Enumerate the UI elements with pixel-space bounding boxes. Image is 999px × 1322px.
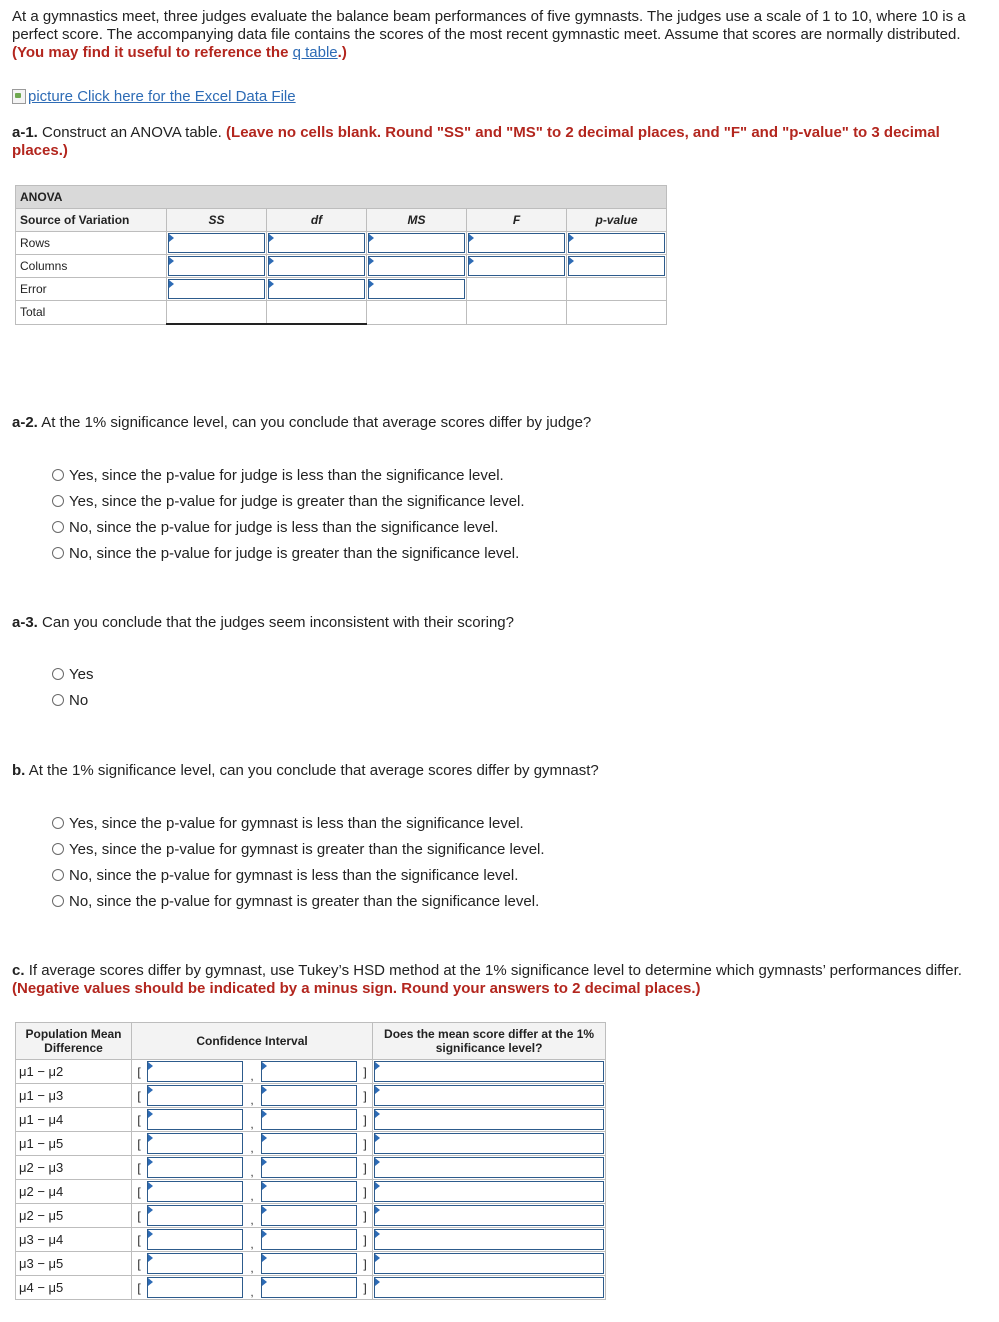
differ-answer-input[interactable] bbox=[373, 1252, 606, 1276]
bracket-close: ] bbox=[358, 1156, 372, 1180]
mean-difference-label: μ4 − μ5 bbox=[16, 1276, 132, 1300]
tukey-table bbox=[15, 1022, 606, 1300]
ci-lower-input[interactable] bbox=[146, 1204, 244, 1228]
ci-upper-input[interactable] bbox=[260, 1204, 358, 1228]
differ-answer-input[interactable] bbox=[373, 1156, 606, 1180]
ci-upper-input[interactable] bbox=[260, 1180, 358, 1204]
row-label-error: Error bbox=[16, 278, 167, 301]
radio-button[interactable] bbox=[52, 547, 64, 559]
differ-answer-input[interactable] bbox=[373, 1276, 606, 1300]
bracket-open: [ bbox=[132, 1132, 147, 1156]
tukey-row bbox=[16, 1228, 606, 1252]
mean-difference-label: μ1 − μ5 bbox=[16, 1132, 132, 1156]
ci-lower-input[interactable] bbox=[146, 1084, 244, 1108]
bracket-open: [ bbox=[132, 1180, 147, 1204]
bracket-close: ] bbox=[358, 1180, 372, 1204]
tukey-row bbox=[16, 1180, 606, 1204]
columns-df-input[interactable] bbox=[267, 255, 367, 278]
question-a1: a-1. Construct an ANOVA table. (Leave no cells blank. Round "SS" and "MS" to 2 decimal places, and "F" and "p-value" to 3 decimal places.) bbox=[12, 124, 940, 159]
row-label-columns: Columns bbox=[16, 255, 167, 278]
ci-comma: , bbox=[244, 1060, 260, 1084]
tukey-row bbox=[16, 1060, 606, 1084]
a2-option[interactable]: Yes, since the p-value for judge is greater than the significance level. bbox=[52, 488, 525, 514]
header-ms: MS bbox=[367, 209, 467, 232]
tukey-row bbox=[16, 1132, 606, 1156]
b-option[interactable]: Yes, since the p-value for gymnast is less than the significance level. bbox=[52, 810, 545, 836]
radio-button[interactable] bbox=[52, 817, 64, 829]
excel-data-link-text[interactable]: picture Click here for the Excel Data File bbox=[28, 88, 296, 105]
b-option[interactable]: No, since the p-value for gymnast is greater than the significance level. bbox=[52, 888, 545, 914]
differ-answer-input[interactable] bbox=[373, 1084, 606, 1108]
bracket-close: ] bbox=[358, 1060, 372, 1084]
ci-upper-input[interactable] bbox=[260, 1108, 358, 1132]
bracket-open: [ bbox=[132, 1156, 147, 1180]
ci-lower-input[interactable] bbox=[146, 1180, 244, 1204]
rows-ss-input[interactable] bbox=[167, 232, 267, 255]
error-f-empty bbox=[467, 278, 567, 301]
ci-upper-input[interactable] bbox=[260, 1228, 358, 1252]
broken-image-icon bbox=[12, 89, 26, 104]
b-option[interactable]: No, since the p-value for gymnast is less than the significance level. bbox=[52, 862, 545, 888]
bracket-open: [ bbox=[132, 1084, 147, 1108]
rows-f-input[interactable] bbox=[467, 232, 567, 255]
tukey-row bbox=[16, 1108, 606, 1132]
b-option[interactable]: Yes, since the p-value for gymnast is greater than the significance level. bbox=[52, 836, 545, 862]
error-ss-input[interactable] bbox=[167, 278, 267, 301]
total-f-empty bbox=[467, 301, 567, 325]
rows-p-value-input[interactable] bbox=[567, 232, 667, 255]
total-ms-empty bbox=[367, 301, 467, 325]
ci-upper-input[interactable] bbox=[260, 1276, 358, 1300]
header-differ-question: Does the mean score differ at the 1% significance level? bbox=[373, 1023, 606, 1060]
tukey-row bbox=[16, 1156, 606, 1180]
ci-lower-input[interactable] bbox=[146, 1108, 244, 1132]
mean-difference-label: μ1 − μ4 bbox=[16, 1108, 132, 1132]
ci-lower-input[interactable] bbox=[146, 1060, 244, 1084]
ci-upper-input[interactable] bbox=[260, 1084, 358, 1108]
a3-options bbox=[52, 661, 93, 713]
total-p-value-empty bbox=[567, 301, 667, 325]
question-a3: a-3. Can you conclude that the judges seem inconsistent with their scoring? bbox=[12, 614, 514, 631]
anova-row-error bbox=[16, 278, 667, 301]
radio-button[interactable] bbox=[52, 668, 64, 680]
bracket-close: ] bbox=[358, 1132, 372, 1156]
radio-button[interactable] bbox=[52, 469, 64, 481]
intro-text: At a gymnastics meet, three judges evaluate the balance beam performances of five gymnasts. The judges use a scale of 1 to 10, where 10 is a perfect score. The accompanying data file contains the scores of the most recent gymnastic meet. Assume that scores are normally distributed. bbox=[12, 8, 966, 43]
bracket-open: [ bbox=[132, 1276, 147, 1300]
question-a2: a-2. At the 1% significance level, can you conclude that average scores differ by judge? bbox=[12, 414, 592, 431]
anova-header-row bbox=[16, 209, 667, 232]
ci-comma: , bbox=[244, 1276, 260, 1300]
columns-ss-input[interactable] bbox=[167, 255, 267, 278]
tukey-row bbox=[16, 1252, 606, 1276]
error-p-value-empty bbox=[567, 278, 667, 301]
bracket-close: ] bbox=[358, 1108, 372, 1132]
a2-option[interactable]: No, since the p-value for judge is less than the significance level. bbox=[52, 514, 525, 540]
header-confidence-interval: Confidence Interval bbox=[132, 1023, 373, 1060]
radio-button[interactable] bbox=[52, 521, 64, 533]
ci-upper-input[interactable] bbox=[260, 1132, 358, 1156]
question-b: b. At the 1% significance level, can you conclude that average scores differ by gymnast? bbox=[12, 762, 599, 779]
mean-difference-label: μ1 − μ3 bbox=[16, 1084, 132, 1108]
a2-option[interactable]: Yes, since the p-value for judge is less than the significance level. bbox=[52, 462, 525, 488]
ci-upper-input[interactable] bbox=[260, 1156, 358, 1180]
columns-ms-input[interactable] bbox=[367, 255, 467, 278]
error-ms-input[interactable] bbox=[367, 278, 467, 301]
q-table-link[interactable]: q table bbox=[292, 44, 338, 61]
radio-button[interactable] bbox=[52, 843, 64, 855]
columns-f-input[interactable] bbox=[467, 255, 567, 278]
rows-df-input[interactable] bbox=[267, 232, 367, 255]
header-source: Source of Variation bbox=[16, 209, 167, 232]
b-options bbox=[52, 810, 545, 914]
mean-difference-label: μ1 − μ2 bbox=[16, 1060, 132, 1084]
ci-upper-input[interactable] bbox=[260, 1252, 358, 1276]
mean-difference-label: μ2 − μ5 bbox=[16, 1204, 132, 1228]
mean-difference-label: μ2 − μ3 bbox=[16, 1156, 132, 1180]
anova-row-columns bbox=[16, 255, 667, 278]
differ-answer-input[interactable] bbox=[373, 1060, 606, 1084]
ci-lower-input[interactable] bbox=[146, 1156, 244, 1180]
tukey-row bbox=[16, 1204, 606, 1228]
problem-intro bbox=[12, 8, 972, 62]
tukey-header-row bbox=[16, 1023, 606, 1060]
anova-table bbox=[15, 185, 667, 325]
header-df: df bbox=[267, 209, 367, 232]
mean-difference-label: μ3 − μ4 bbox=[16, 1228, 132, 1252]
excel-data-link[interactable] bbox=[12, 88, 296, 105]
anova-row-rows bbox=[16, 232, 667, 255]
differ-answer-input[interactable] bbox=[373, 1132, 606, 1156]
ci-comma: , bbox=[244, 1204, 260, 1228]
a2-options bbox=[52, 462, 525, 566]
tukey-row bbox=[16, 1276, 606, 1300]
row-label-rows: Rows bbox=[16, 232, 167, 255]
mean-difference-label: μ3 − μ5 bbox=[16, 1252, 132, 1276]
bracket-close: ] bbox=[358, 1228, 372, 1252]
ci-lower-input[interactable] bbox=[146, 1228, 244, 1252]
ci-comma: , bbox=[244, 1228, 260, 1252]
radio-button[interactable] bbox=[52, 694, 64, 706]
ci-upper-input[interactable] bbox=[260, 1060, 358, 1084]
differ-answer-input[interactable] bbox=[373, 1180, 606, 1204]
anova-caption: ANOVA bbox=[16, 186, 667, 209]
ci-comma: , bbox=[244, 1132, 260, 1156]
header-p-value: p-value bbox=[567, 209, 667, 232]
bracket-open: [ bbox=[132, 1204, 147, 1228]
a3-option-yes[interactable]: Yes bbox=[52, 661, 93, 687]
ci-lower-input[interactable] bbox=[146, 1252, 244, 1276]
total-df-cell bbox=[267, 301, 367, 325]
ci-comma: , bbox=[244, 1252, 260, 1276]
bracket-close: ] bbox=[358, 1084, 372, 1108]
radio-button[interactable] bbox=[52, 869, 64, 881]
header-ss: SS bbox=[167, 209, 267, 232]
ci-comma: , bbox=[244, 1156, 260, 1180]
differ-answer-input[interactable] bbox=[373, 1108, 606, 1132]
rows-ms-input[interactable] bbox=[367, 232, 467, 255]
differ-answer-input[interactable] bbox=[373, 1228, 606, 1252]
ci-comma: , bbox=[244, 1108, 260, 1132]
bracket-open: [ bbox=[132, 1252, 147, 1276]
ci-comma: , bbox=[244, 1084, 260, 1108]
columns-p-value-input[interactable] bbox=[567, 255, 667, 278]
radio-button[interactable] bbox=[52, 895, 64, 907]
bracket-open: [ bbox=[132, 1228, 147, 1252]
a2-option[interactable]: No, since the p-value for judge is greater than the significance level. bbox=[52, 540, 525, 566]
a3-option-no[interactable]: No bbox=[52, 687, 93, 713]
ci-lower-input[interactable] bbox=[146, 1276, 244, 1300]
mean-difference-label: μ2 − μ4 bbox=[16, 1180, 132, 1204]
bracket-close: ] bbox=[358, 1252, 372, 1276]
intro-note: (You may find it useful to reference the q table.) bbox=[12, 44, 347, 61]
tukey-row bbox=[16, 1084, 606, 1108]
total-ss-cell bbox=[167, 301, 267, 325]
header-population-mean-difference: Population Mean Difference bbox=[16, 1023, 132, 1060]
ci-lower-input[interactable] bbox=[146, 1132, 244, 1156]
row-label-total: Total bbox=[16, 301, 167, 325]
differ-answer-input[interactable] bbox=[373, 1204, 606, 1228]
bracket-open: [ bbox=[132, 1108, 147, 1132]
header-f: F bbox=[467, 209, 567, 232]
error-df-input[interactable] bbox=[267, 278, 367, 301]
bracket-open: [ bbox=[132, 1060, 147, 1084]
ci-comma: , bbox=[244, 1180, 260, 1204]
bracket-close: ] bbox=[358, 1276, 372, 1300]
radio-button[interactable] bbox=[52, 495, 64, 507]
bracket-close: ] bbox=[358, 1204, 372, 1228]
question-c: c. If average scores differ by gymnast, use Tukey’s HSD method at the 1% significance level to determine which gymnasts’ performances differ. (Negative values should be indicated by a minus sign. Round your answers to 2 decimal places.) bbox=[12, 962, 962, 997]
anova-row-total bbox=[16, 301, 667, 325]
